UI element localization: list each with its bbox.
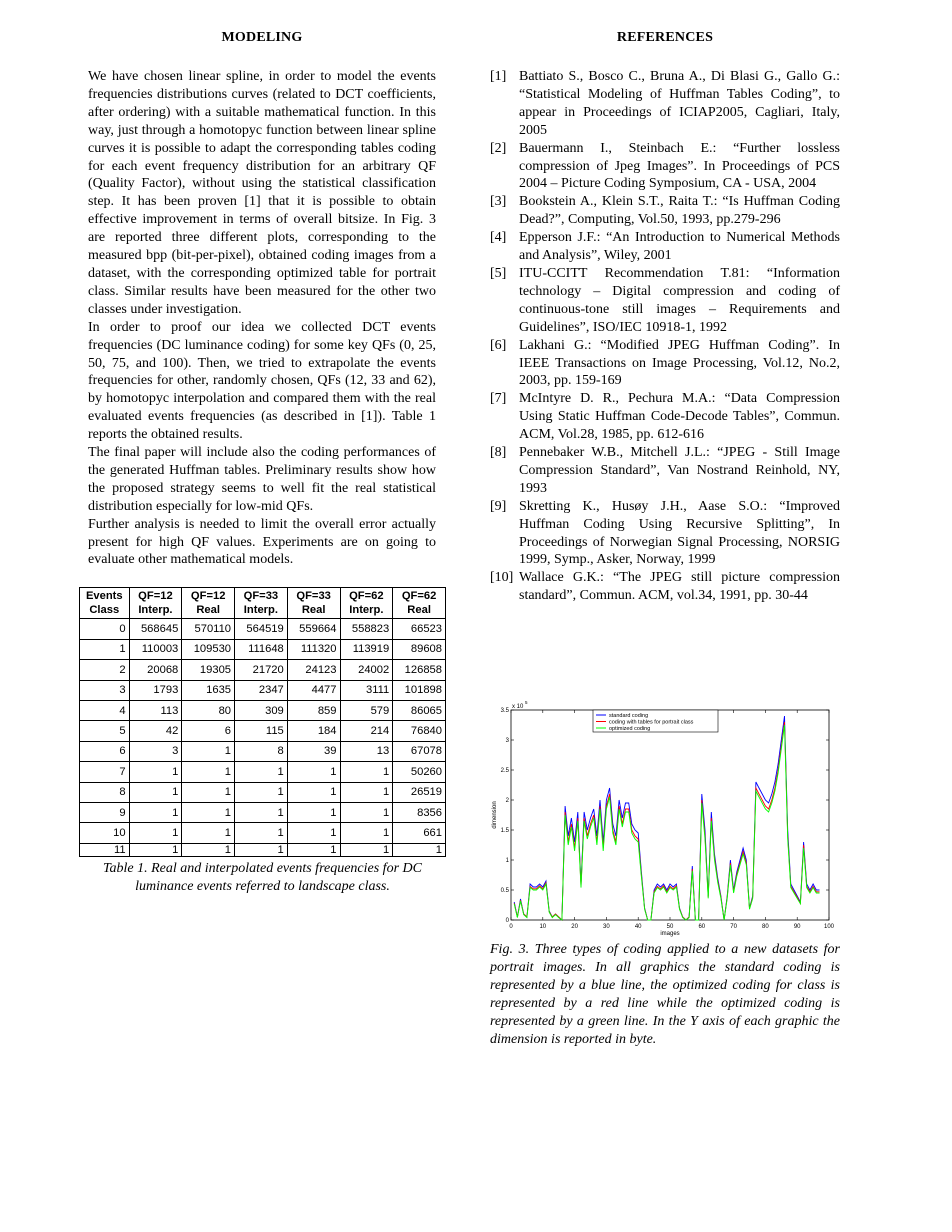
references-column (490, 30, 840, 605)
table-cell: 89608 (393, 639, 446, 659)
reference-number: [6] (490, 337, 507, 353)
y-tick-label: 1 (505, 858, 509, 864)
reference-text: Epperson J.F.: “An Introduction to Numerical Methods and Analysis”, Wiley, 2001 (519, 230, 840, 264)
events-frequency-table (79, 587, 446, 856)
x-tick-label: 100 (823, 924, 835, 930)
table-cell: 3111 (340, 680, 393, 700)
table-header-cell: QF=33 Interp. (235, 588, 288, 619)
reference-text: Bookstein A., Klein S.T., Raita T.: “Is Huffman Coding Dead?”, Computing, Vol.50, 1993, pp.279-296 (519, 194, 840, 228)
table-cell: 113 (129, 700, 182, 720)
table-cell: 42 (129, 721, 182, 741)
table-cell: 1 (235, 782, 288, 802)
table-row (80, 721, 446, 741)
table-cell: 2 (80, 660, 130, 680)
reference-number: [1] (490, 69, 507, 84)
table-cell: 1 (340, 782, 393, 802)
table-cell: 0 (80, 619, 130, 639)
table-row (80, 802, 446, 822)
table-cell: 8 (235, 741, 288, 761)
table-cell: 115 (235, 721, 288, 741)
table-cell: 20068 (129, 660, 182, 680)
reference-item (490, 265, 840, 337)
reference-item (490, 68, 840, 140)
table-cell: 1 (287, 782, 340, 802)
table-cell: 21720 (235, 660, 288, 680)
table-header-cell: QF=12 Real (182, 588, 235, 619)
table-cell: 1 (182, 782, 235, 802)
table-cell: 1 (287, 802, 340, 822)
table-cell: 1 (129, 823, 182, 843)
figure-3-chart (490, 698, 840, 938)
table-cell: 8356 (393, 802, 446, 822)
table-cell: 2347 (235, 680, 288, 700)
x-tick-label: 90 (793, 924, 801, 930)
table-cell: 19305 (182, 660, 235, 680)
x-tick-label: 80 (762, 924, 769, 930)
reference-number: [3] (490, 194, 507, 210)
table-cell: 1 (129, 762, 182, 782)
table-cell: 1 (182, 843, 235, 856)
table-cell: 1 (129, 782, 182, 802)
table-cell: 24002 (340, 660, 393, 680)
table-cell: 3 (129, 741, 182, 761)
y-tick-label: 0.5 (500, 888, 509, 894)
table-cell: 6 (80, 741, 130, 761)
table-header-cell: QF=62 Interp. (340, 588, 393, 619)
legend-label: standard coding (609, 713, 649, 719)
table-row (80, 741, 446, 761)
table-cell: 661 (393, 823, 446, 843)
line-chart (490, 698, 840, 938)
table-cell: 126858 (393, 660, 446, 680)
y-tick-label: 3.5 (500, 708, 509, 714)
table-cell: 1 (287, 843, 340, 856)
reference-text: Battiato S., Bosco C., Bruna A., Di Blasi G., Gallo G.: “Statistical Modeling of Huffman Tables Coding”, to appear in Proceedings of ICIAP2005, Cagliari, Italy, 2005 (519, 69, 840, 138)
modeling-paragraph: Further analysis is needed to limit the overall error actually present for high QF values. Experiments are on going to evaluate other mathematical models. (88, 516, 436, 568)
reference-item (490, 229, 840, 265)
table-cell: 7 (80, 762, 130, 782)
table-cell: 184 (287, 721, 340, 741)
reference-text: Bauermann I., Steinbach E.: “Further lossless compression of Jpeg Images”. In Proceedings of PCS 2004 – Picture Coding Symposium, CA - USA, 2004 (519, 140, 840, 192)
x-tick-label: 60 (698, 924, 706, 930)
figure-caption: Fig. 3. Three types of coding applied to a new datasets for portrait images. In all graphics the standard coding is represented by a blue line, the optimized coding for class is represented by a red line while the optimized coding is represented by a green line. In the Y axis of each graphic the dimension is reported in byte. (490, 942, 840, 1047)
table-row (80, 680, 446, 700)
reference-number: [2] (490, 140, 507, 156)
reference-text: Wallace G.K.: “The JPEG still picture compression standard”, Commun. ACM, vol.34, 1991, pp. 30-44 (519, 570, 840, 604)
table-cell: 113919 (340, 639, 393, 659)
table-cell: 1 (340, 843, 393, 856)
table-cell: 1793 (129, 680, 182, 700)
y-tick-label: 3 (505, 738, 509, 744)
reference-item (490, 498, 840, 570)
modeling-paragraph: In order to proof our idea we collected DCT events frequencies (DC luminance coding) for some key QFs (0, 25, 50, 75, and 100). Then, we tried to extrapolate the events frequencies for other, randomly chosen, QFs (12, 33 and 62), by homotopyc interpolation and compared them with the real evaluated events frequencies (as described in [1]). Table 1 reports the obtained results. (88, 319, 436, 443)
reference-item (490, 444, 840, 498)
table-cell: 309 (235, 700, 288, 720)
table-header-cell: QF=12 Interp. (129, 588, 182, 619)
reference-item (490, 390, 840, 444)
table-cell: 4477 (287, 680, 340, 700)
x-tick-label: 20 (571, 924, 578, 930)
table-cell: 1 (129, 802, 182, 822)
table-cell: 5 (80, 721, 130, 741)
x-tick-label: 10 (539, 924, 547, 930)
legend-label: optimized coding (609, 726, 651, 732)
table-cell: 564519 (235, 619, 288, 639)
table-cell: 558823 (340, 619, 393, 639)
y-tick-label: 1.5 (500, 828, 509, 834)
table-row (80, 619, 446, 639)
table-cell: 111320 (287, 639, 340, 659)
table-cell: 1 (235, 762, 288, 782)
y-tick-label: 2.5 (500, 768, 509, 774)
table-cell: 1 (182, 741, 235, 761)
table-cell: 579 (340, 700, 393, 720)
modeling-paragraph: The final paper will include also the coding performances of the generated Huffman tables. Preliminary results show how the proposed strategy seems to well fit the real statistical distribution especially for low-mid QFs. (88, 445, 436, 514)
table-cell: 10 (80, 823, 130, 843)
modeling-column (85, 30, 442, 895)
table-cell: 1 (80, 639, 130, 659)
table-cell: 50260 (393, 762, 446, 782)
table-cell: 1 (340, 802, 393, 822)
table-cell: 13 (340, 741, 393, 761)
table-cell: 1 (287, 762, 340, 782)
table-cell: 66523 (393, 619, 446, 639)
reference-number: [9] (490, 498, 507, 514)
table-row (80, 782, 446, 802)
table-cell: 26519 (393, 782, 446, 802)
table-cell: 6 (182, 721, 235, 741)
table-cell: 3 (80, 680, 130, 700)
table-cell: 67078 (393, 741, 446, 761)
x-tick-label: 30 (603, 924, 610, 930)
reference-text: Pennebaker W.B., Mitchell J.L.: “JPEG - Still Image Compression Standard”, Van Nostrand Reinhold, NY, 1993 (519, 445, 840, 496)
reference-text: Lakhani G.: “Modified JPEG Huffman Coding”. In IEEE Transactions on Image Processing, Vol.12, No.2, 2003, pp. 159-169 (519, 337, 840, 389)
table-header-row (80, 588, 446, 619)
table-cell: 1 (340, 823, 393, 843)
table-cell: 1 (235, 843, 288, 856)
table-cell: 214 (340, 721, 393, 741)
y-tick-label: 2 (505, 798, 509, 804)
reference-number: [4] (490, 230, 507, 246)
x-tick-label: 0 (509, 924, 513, 930)
table-cell: 1 (182, 762, 235, 782)
legend-label: coding with tables for portrait class (609, 719, 694, 726)
reference-list (490, 68, 840, 605)
table-cell: 8 (80, 782, 130, 802)
table-cell: 101898 (393, 680, 446, 700)
reference-item (490, 193, 840, 229)
table-cell: 1 (235, 802, 288, 822)
table-cell: 568645 (129, 619, 182, 639)
x-tick-label: 70 (730, 924, 737, 930)
table-cell: 559664 (287, 619, 340, 639)
table-cell: 80 (182, 700, 235, 720)
table-cell: 1 (393, 843, 446, 856)
reference-item (490, 337, 840, 391)
table-cell: 1635 (182, 680, 235, 700)
table-cell: 9 (80, 802, 130, 822)
table-row (80, 762, 446, 782)
x-tick-label: 40 (634, 924, 642, 930)
reference-text: Skretting K., Husøy J.H., Aase S.O.: “Improved Huffman Coding Using Recursive Splitting”, In Proceedings of Norwegian Signal Processing, NORSIG 1999, Symp., Asker, Norway, 1999 (519, 498, 840, 568)
reference-text: ITU-CCITT Recommendation T.81: “Information technology – Digital compression and coding of continuous-tone still images – Requirements and Guidelines”, ISO/IEC 10918-1, 1992 (519, 265, 840, 335)
modeling-paragraph: We have chosen linear spline, in order to model the events frequencies distributions curves (related to DCT coefficients, after ordering) with a suitable mathematical function. In this way, just through a homotopyc function between linear spline curves it is possible to adapt the corresponding tables coding for each event frequency distribution for an arbitrary QF (Quality Factor), without using the statistical classification step. It has been proven [1] that it is possible to obtain effective improvement in terms of overall bitsize. In Fig. 3 are reported three different plots, corresponding to the measured bpp (bit-per-pixel), obtained coding images from a dataset, with the corresponding optimized table for portrait class. Similar results have been measured for the other two classes under investigation. (88, 69, 436, 317)
x-tick-label: 50 (666, 924, 674, 930)
table-row (80, 823, 446, 843)
table-cell: 570110 (182, 619, 235, 639)
table-row (80, 843, 446, 856)
y-scale-label: x 10 (512, 704, 524, 710)
table-cell: 86065 (393, 700, 446, 720)
y-axis-label: dimension (492, 801, 498, 829)
table-cell: 1 (129, 843, 182, 856)
table-row (80, 700, 446, 720)
reference-number: [5] (490, 265, 507, 281)
table-caption: Table 1. Real and interpolated events frequencies for DC luminance events referred to landscape class. (103, 860, 422, 894)
references-heading: REFERENCES (616, 30, 714, 45)
y-tick-label: 0 (505, 918, 509, 924)
modeling-heading: MODELING (221, 30, 303, 45)
table-cell: 1 (287, 823, 340, 843)
table-header-cell: QF=62 Real (393, 588, 446, 619)
table-cell: 1 (340, 762, 393, 782)
table-cell: 1 (235, 823, 288, 843)
reference-number: [10] (490, 570, 514, 586)
x-axis-label: images (660, 931, 680, 937)
table-cell: 11 (80, 843, 130, 856)
table-cell: 109530 (182, 639, 235, 659)
table-row (80, 639, 446, 659)
reference-text: McIntyre D. R., Pechura M.A.: “Data Compression Using Static Huffman Code-Decode Tables”, Commun. ACM, Vol.28, 1985, pp. 612-616 (519, 391, 840, 443)
table-cell: 1 (182, 823, 235, 843)
reference-item (490, 569, 840, 605)
y-scale-exponent: 5 (525, 700, 528, 705)
reference-number: [8] (490, 445, 507, 461)
table-body (80, 619, 446, 856)
table-cell: 4 (80, 700, 130, 720)
table-cell: 111648 (235, 639, 288, 659)
table-cell: 39 (287, 741, 340, 761)
table-header-cell: Events Class (80, 588, 130, 619)
reference-item (490, 140, 840, 194)
table-cell: 1 (182, 802, 235, 822)
table-cell: 110003 (129, 639, 182, 659)
table-row (80, 660, 446, 680)
reference-number: [7] (490, 391, 507, 407)
table-header-cell: QF=33 Real (287, 588, 340, 619)
table-cell: 76840 (393, 721, 446, 741)
table-cell: 859 (287, 700, 340, 720)
table-cell: 24123 (287, 660, 340, 680)
